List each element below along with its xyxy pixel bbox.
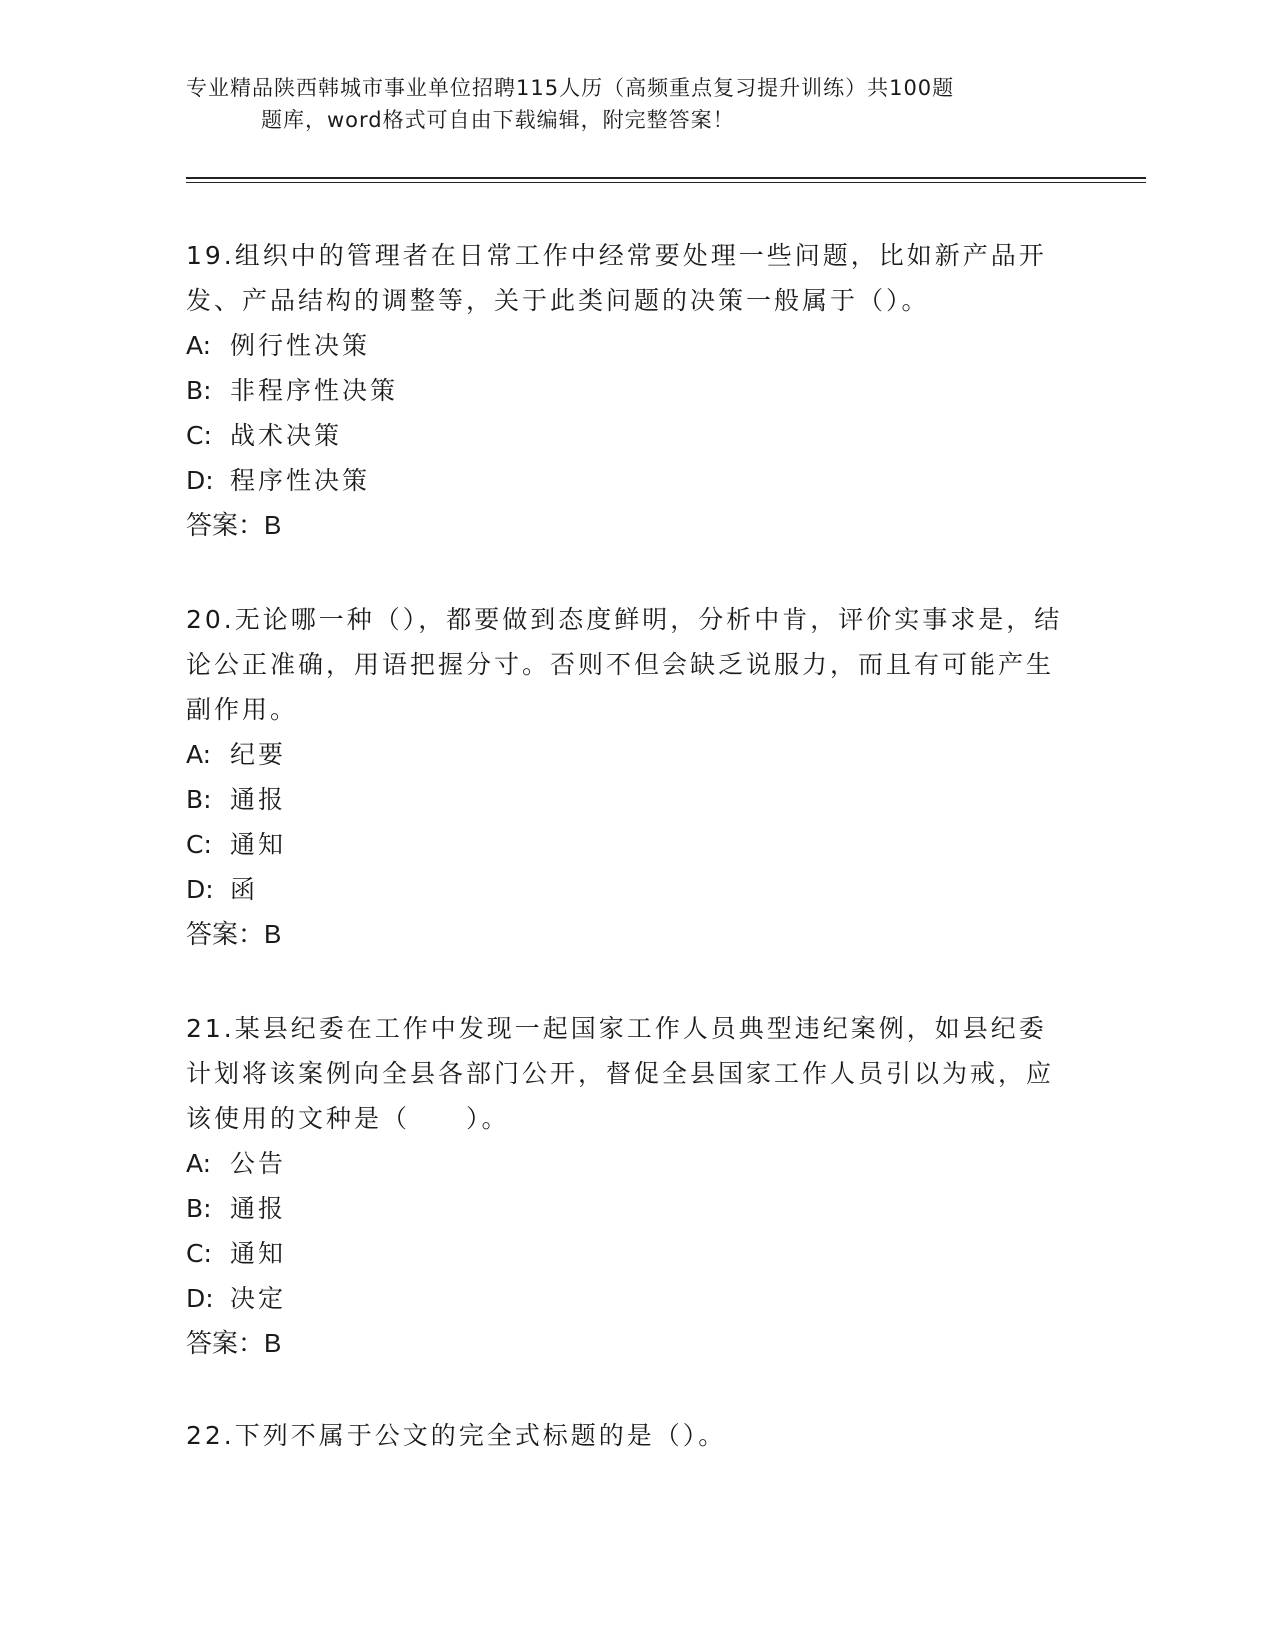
header-divider <box>186 177 1146 179</box>
answer-line: 答案：B <box>186 1328 282 1358</box>
option-d <box>186 1276 1066 1321</box>
option-text: 非程序性决策 <box>230 376 399 405</box>
option-b <box>186 368 1066 413</box>
option-b <box>186 1186 1066 1231</box>
question-21 <box>186 1006 1066 1366</box>
option-text: 例行性决策 <box>230 331 371 360</box>
option-text: 通知 <box>230 1239 287 1268</box>
option-text: 通报 <box>230 785 287 814</box>
question-20 <box>186 597 1066 957</box>
option-c <box>186 822 1066 867</box>
option-c <box>186 1231 1066 1276</box>
option-a <box>186 323 1066 368</box>
option-d <box>186 458 1066 503</box>
option-a <box>186 1141 1066 1186</box>
option-d <box>186 867 1066 912</box>
option-a <box>186 732 1066 777</box>
option-letter: C: <box>186 830 212 859</box>
option-text: 战术决策 <box>230 421 343 450</box>
option-text: 公告 <box>230 1149 287 1178</box>
option-letter: A: <box>186 1149 212 1178</box>
question-19 <box>186 233 1066 548</box>
option-letter: D: <box>186 1284 214 1313</box>
document-header <box>186 72 1086 136</box>
option-c <box>186 413 1066 458</box>
question-22 <box>186 1413 1066 1458</box>
option-letter: B: <box>186 1194 212 1223</box>
question-text: 19.组织中的管理者在日常工作中经常要处理一些问题，比如新产品开发、产品结构的调整等，关于此类问题的决策一般属于（）。 <box>186 241 1047 315</box>
header-line-2: 题库，word格式可自由下载编辑，附完整答案！ <box>261 108 735 132</box>
question-text: 20.无论哪一种（），都要做到态度鲜明，分析中肯，评价实事求是，结论公正准确，用语把握分寸。否则不但会缺乏说服力，而且有可能产生副作用。 <box>186 605 1063 724</box>
option-b <box>186 777 1066 822</box>
option-text: 纪要 <box>230 740 287 769</box>
answer-line: 答案：B <box>186 919 282 949</box>
option-text: 决定 <box>230 1284 287 1313</box>
option-text: 程序性决策 <box>230 466 371 495</box>
question-text: 21.某县纪委在工作中发现一起国家工作人员典型违纪案例，如县纪委计划将该案例向全县各部门公开，督促全县国家工作人员引以为戒，应该使用的文种是（ ）。 <box>186 1014 1055 1133</box>
option-letter: A: <box>186 740 212 769</box>
option-text: 通知 <box>230 830 287 859</box>
answer-line: 答案：B <box>186 510 282 540</box>
option-letter: A: <box>186 331 212 360</box>
header-line-1: 专业精品陕西韩城市事业单位招聘115人历（高频重点复习提升训练）共100题 <box>186 76 955 100</box>
option-letter: D: <box>186 466 214 495</box>
option-letter: C: <box>186 1239 212 1268</box>
option-letter: D: <box>186 875 214 904</box>
header-divider-thin <box>186 182 1146 183</box>
option-letter: B: <box>186 785 212 814</box>
option-letter: C: <box>186 421 212 450</box>
option-letter: B: <box>186 376 212 405</box>
question-text: 22.下列不属于公文的完全式标题的是（）。 <box>186 1421 727 1450</box>
option-text: 函 <box>230 875 259 904</box>
option-text: 通报 <box>230 1194 287 1223</box>
